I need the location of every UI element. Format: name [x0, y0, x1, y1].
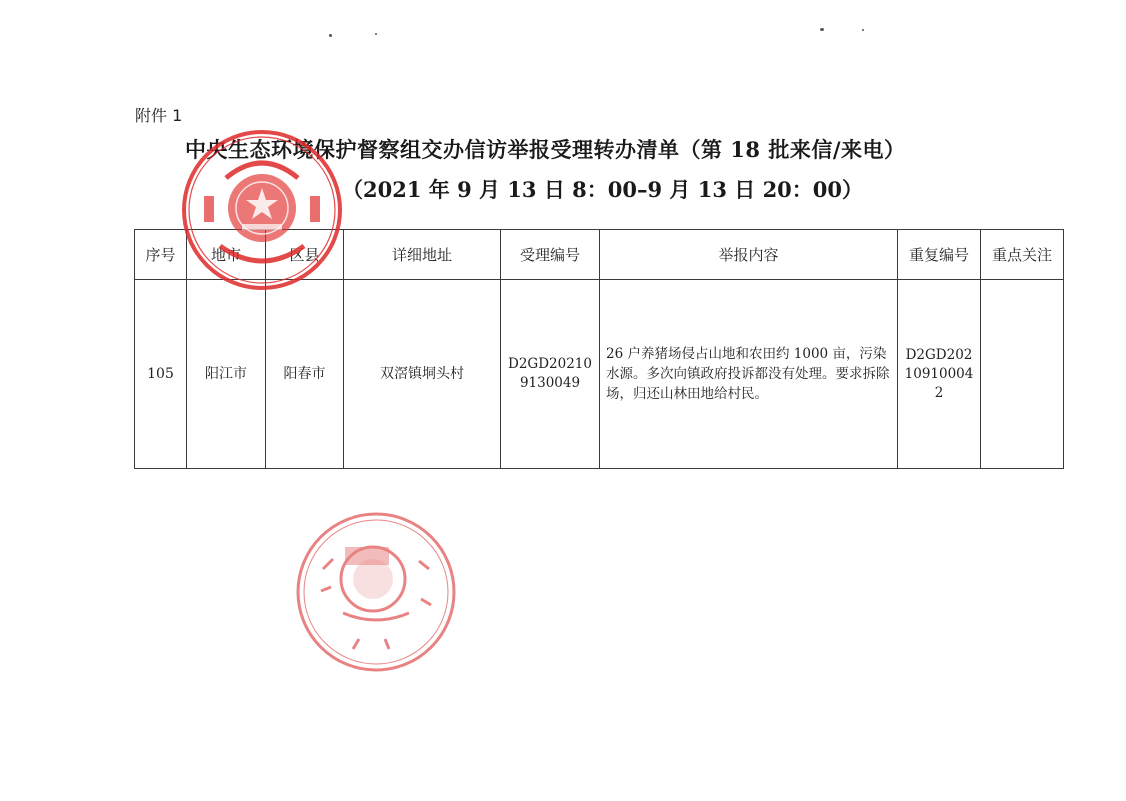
header-cell-duplicate-id: 重复编号: [898, 230, 981, 280]
header-cell-address: 详细地址: [344, 230, 501, 280]
document-subtitle: （2021 年 9 月 13 日 8：00–9 月 13 日 20：00）: [342, 177, 864, 202]
header-cell-case-id: 受理编号: [501, 230, 600, 280]
cell-case-id: D2GD202109130049: [501, 280, 600, 469]
cell-no: 105: [135, 280, 187, 469]
cell-key-focus: [981, 280, 1064, 469]
petition-table: [134, 229, 1064, 469]
cell-duplicate-id: D2GD202109100042: [898, 280, 981, 469]
scan-speck: [862, 29, 864, 31]
header-cell-city: 地市: [187, 230, 266, 280]
header-cell-county: 区县: [266, 230, 344, 280]
table-row: [135, 280, 1064, 469]
document-title: 中央生态环境保护督察组交办信访举报受理转办清单（第 18 批来信/来电）: [185, 137, 906, 162]
cell-city: 阳江市: [187, 280, 266, 469]
scan-speck: [820, 28, 824, 31]
header-cell-key-focus: 重点关注: [981, 230, 1064, 280]
table-header-row: [135, 230, 1064, 280]
cell-content: 26 户养猪场侵占山地和农田约 1000 亩，污染水源。多次向镇政府投诉都没有处理。要求拆除场，归还山林田地给村民。: [600, 280, 898, 469]
scan-speck: [375, 33, 377, 35]
attachment-label: 附件 1: [135, 106, 183, 125]
scan-speck: [329, 34, 332, 37]
cell-county: 阳春市: [266, 280, 344, 469]
faded-seal: [293, 509, 459, 675]
header-cell-no: 序号: [135, 230, 187, 280]
header-cell-content: 举报内容: [600, 230, 898, 280]
cell-address: 双滘镇垌头村: [344, 280, 501, 469]
